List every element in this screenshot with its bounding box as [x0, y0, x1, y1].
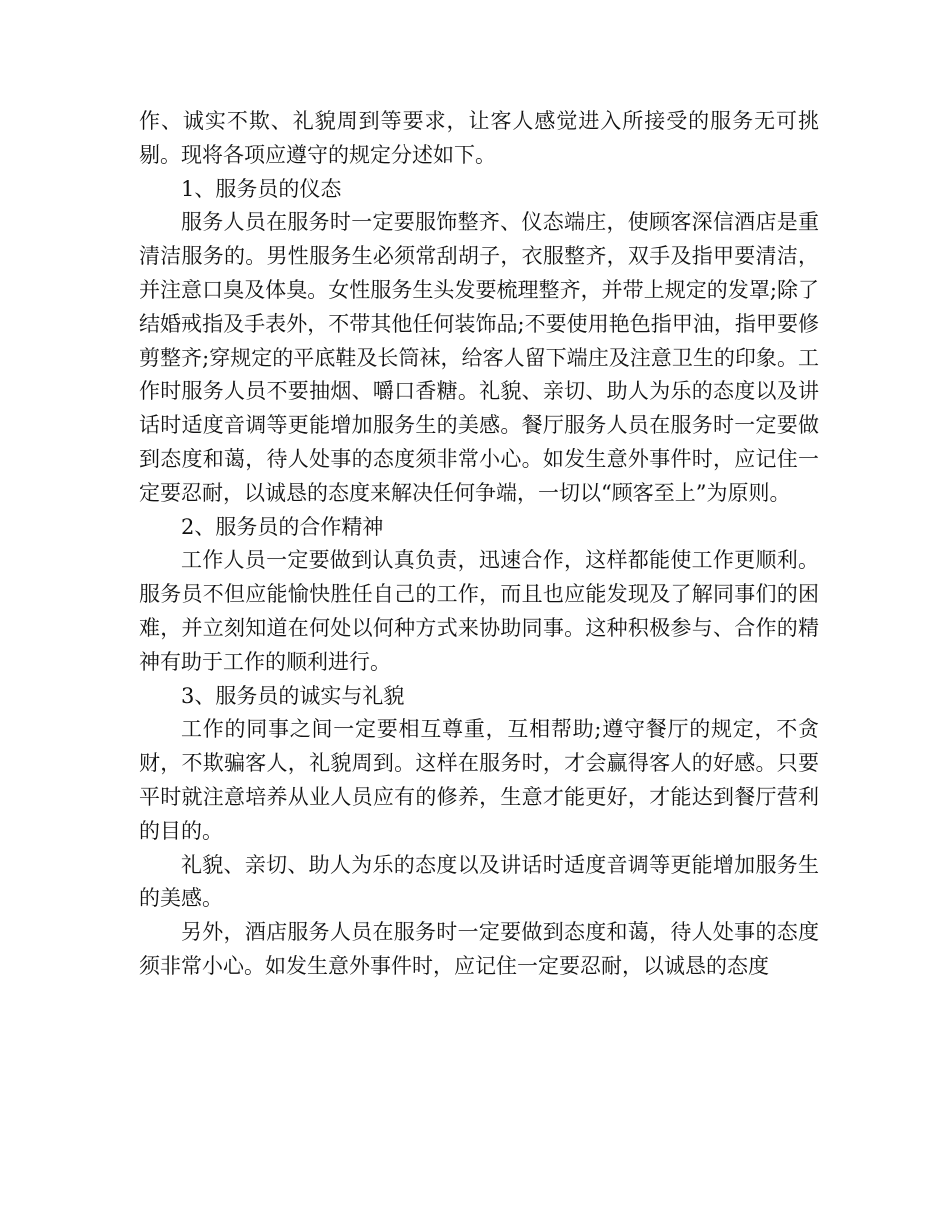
paragraph-demeanor: 服务人员在服务时一定要服饰整齐、仪态端庄，使顾客深信酒店是重清洁服务的。男性服务生必须常刮胡子，衣服整齐，双手及指甲要清洁，并注意口臭及体臭。女性服务生头发要梳理整齐，并带上规定的发罩;除了结婚戒指及手表外，不带其他任何装饰品;不要使用艳色指甲油，指甲要修剪整齐;穿规定的平底鞋及长筒袜，给客人留下端庄及注意卫生的印象。工作时服务人员不要抽烟、嚼口香糖。礼貌、亲切、助人为乐的态度以及讲话时适度音调等更能增加服务生的美感。餐厅服务人员在服务时一定要做到态度和蔼，待人处事的态度须非常小心。如发生意外事件时，应记住一定要忍耐，以诚恳的态度来解决任何争端，一切以“顾客至上”为原则。	[139, 210, 819, 505]
paragraph-intro-continuation: 作、诚实不欺、礼貌周到等要求，让客人感觉进入所接受的服务无可挑剔。现将各项应遵守的规定分述如下。	[139, 109, 819, 167]
section-heading-cooperation: 2、服务员的合作精神	[181, 514, 384, 539]
paragraph-cooperation: 工作人员一定要做到认真负责，迅速合作，这样都能使工作更顺利。服务员不但应能愉快胜任自己的工作，而且也应能发现及了解同事们的困难，并立刻知道在何处以何种方式来协助同事。这种积极参与、合作的精神有助于工作的顺利进行。	[139, 548, 819, 674]
paragraph-honesty: 工作的同事之间一定要相互尊重，互相帮助;遵守餐厅的规定，不贪财，不欺骗客人，礼貌周到。这样在服务时，才会赢得客人的好感。只要平时就注意培养从业人员应有的修养，生意才能更好，才能达到餐厅营利的目的。	[139, 717, 819, 843]
section-heading-demeanor: 1、服务员的仪态	[181, 176, 342, 201]
paragraph-politeness: 礼貌、亲切、助人为乐的态度以及讲话时适度音调等更能增加服务生的美感。	[139, 852, 819, 911]
document-page	[139, 105, 819, 984]
section-heading-honesty: 3、服务员的诚实与礼貌	[181, 683, 405, 708]
paragraph-additional: 另外，酒店服务人员在服务时一定要做到态度和蔼，待人处事的态度须非常小心。如发生意外事件时，应记住一定要忍耐，以诚恳的态度	[139, 920, 819, 978]
